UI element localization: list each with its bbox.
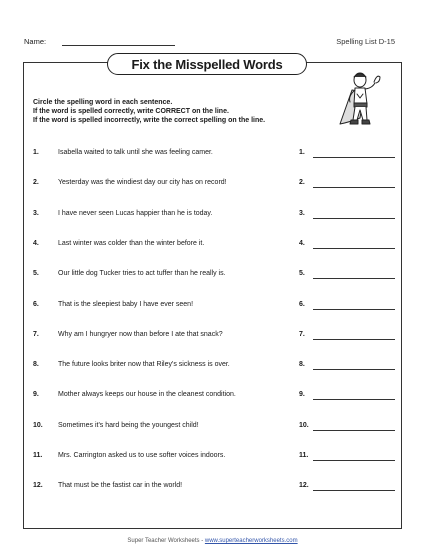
answer-number: 3. bbox=[299, 209, 305, 217]
answer-line[interactable] bbox=[313, 399, 395, 400]
answer-number: 10. bbox=[299, 421, 309, 429]
question-number: 3. bbox=[33, 209, 39, 217]
answer-line[interactable] bbox=[313, 430, 395, 431]
question-number: 8. bbox=[33, 361, 39, 369]
answer-number: 2. bbox=[299, 179, 305, 187]
name-label: Name: bbox=[24, 37, 47, 46]
answer-line[interactable] bbox=[313, 339, 395, 340]
question-number: 9. bbox=[33, 391, 39, 399]
answer-number: 4. bbox=[299, 239, 305, 247]
question-sentence: Mother always keeps our house in the cleanest condition. bbox=[58, 391, 236, 399]
answer-number: 9. bbox=[299, 391, 305, 399]
answer-number: 5. bbox=[299, 270, 305, 278]
instruction-line: If the word is spelled correctly, write CORRECT on the line. bbox=[33, 108, 229, 115]
footer-brand: Super Teacher Worksheets bbox=[127, 538, 200, 544]
question-sentence: That must be the fastist car in the world! bbox=[58, 482, 183, 490]
instruction-line: If the word is spelled incorrectly, write the correct spelling on the line. bbox=[33, 117, 266, 124]
question-sentence: Isabella waited to talk until she was feeling camer. bbox=[58, 149, 213, 156]
question-sentence: That is the sleepiest baby I have ever seen! bbox=[58, 300, 194, 308]
question-number: 5. bbox=[33, 270, 39, 278]
question-sentence: I have never seen Lucas happier than he is today. bbox=[58, 209, 213, 217]
question-number: 11. bbox=[33, 452, 43, 459]
answer-number: 6. bbox=[299, 300, 305, 308]
answer-number: 12. bbox=[299, 482, 309, 490]
answer-number: 8. bbox=[299, 361, 305, 369]
answer-number: 7. bbox=[299, 330, 305, 338]
question-number: 12. bbox=[33, 482, 43, 490]
answer-line[interactable] bbox=[313, 369, 395, 370]
question-sentence: Mrs. Carrington asked us to use softer voices indoors. bbox=[58, 452, 226, 459]
question-number: 10. bbox=[33, 421, 43, 429]
title-text: Fix the Misspelled Words bbox=[131, 56, 283, 72]
answer-number: 11. bbox=[299, 452, 309, 459]
name-field-line[interactable] bbox=[62, 45, 175, 46]
answer-line[interactable] bbox=[313, 218, 395, 219]
footer-separator: - bbox=[201, 538, 204, 544]
spelling-list-id: Spelling List D-15 bbox=[336, 37, 395, 46]
question-sentence: Last winter was colder than the winter before it. bbox=[58, 239, 205, 247]
answer-line[interactable] bbox=[313, 460, 395, 461]
question-sentence: Yesterday was the windiest day our city has on record! bbox=[58, 179, 227, 187]
answer-line[interactable] bbox=[313, 187, 395, 188]
answer-line[interactable] bbox=[313, 248, 395, 249]
question-number: 4. bbox=[33, 239, 39, 247]
question-number: 6. bbox=[33, 300, 39, 308]
worksheet-title bbox=[107, 53, 307, 75]
question-number: 1. bbox=[33, 149, 39, 156]
question-sentence: Why am I hungryer now than before I ate that snack? bbox=[58, 330, 223, 338]
instruction-line: Circle the spelling word in each sentence. bbox=[33, 99, 173, 106]
answer-line[interactable] bbox=[313, 278, 395, 279]
answer-line[interactable] bbox=[313, 490, 395, 491]
answer-line[interactable] bbox=[313, 157, 395, 158]
footer-url-link[interactable]: www.superteacherworksheets.com bbox=[204, 538, 298, 544]
question-sentence: The future looks briter now that Riley's sickness is over. bbox=[58, 361, 230, 369]
footer bbox=[0, 538, 425, 544]
superhero-flexing-icon bbox=[330, 68, 390, 130]
question-sentence: Sometimes it's hard being the youngest child! bbox=[58, 421, 199, 429]
answer-line[interactable] bbox=[313, 309, 395, 310]
question-number: 7. bbox=[33, 330, 39, 338]
question-sentence: Our little dog Tucker tries to act tuffer than he really is. bbox=[58, 270, 226, 278]
instructions bbox=[33, 98, 333, 125]
question-number: 2. bbox=[33, 179, 39, 187]
answer-number: 1. bbox=[299, 149, 305, 156]
